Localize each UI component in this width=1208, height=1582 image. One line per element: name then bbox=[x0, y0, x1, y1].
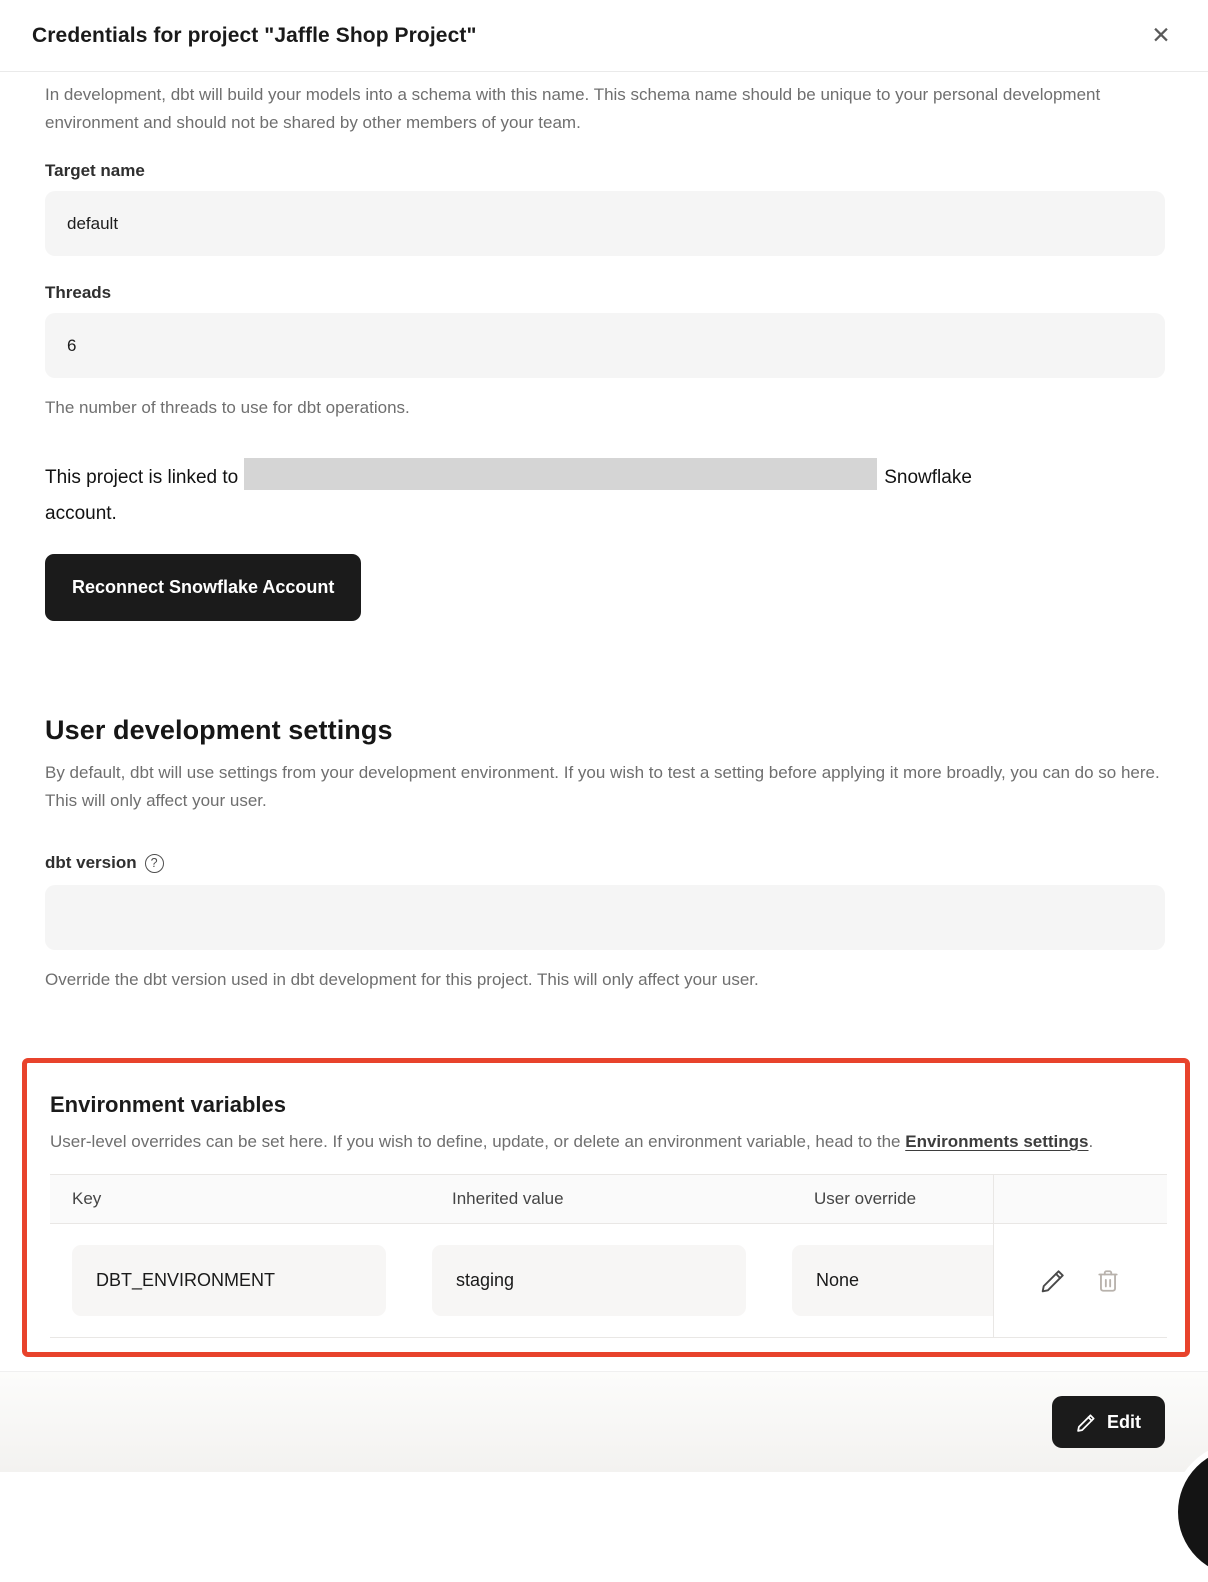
threads-value: 6 bbox=[67, 335, 77, 355]
close-icon: ✕ bbox=[1151, 22, 1171, 48]
environment-variables-annotation-box bbox=[22, 1058, 1190, 1357]
target-name-label: Target name bbox=[45, 161, 145, 180]
dbt-version-input[interactable] bbox=[45, 885, 1165, 950]
reconnect-snowflake-button[interactable] bbox=[45, 554, 361, 621]
environment-variables-table bbox=[50, 1174, 1167, 1338]
modal-body bbox=[0, 72, 1208, 1357]
close-button[interactable] bbox=[1144, 19, 1178, 53]
env-var-inherited-value-cell: staging bbox=[432, 1245, 746, 1316]
linked-text-after: Snowflake bbox=[884, 467, 972, 488]
column-header-inherited-value: Inherited value bbox=[452, 1189, 564, 1208]
table-header-row bbox=[50, 1174, 1167, 1224]
schema-description: In development, dbt will build your models into a schema with this name. This schema name should be unique to your personal development environment and should not be shared by other members of your team. bbox=[45, 85, 1101, 132]
column-header-key: Key bbox=[72, 1189, 102, 1208]
edit-pencil-icon bbox=[1076, 1412, 1097, 1433]
env-desc-before: User-level overrides can be set here. If you wish to define, update, or delete an environment variable, head to the bbox=[50, 1132, 906, 1151]
threads-help-text: The number of threads to use for dbt operations. bbox=[45, 398, 410, 417]
column-header-user-override: User override bbox=[814, 1189, 917, 1208]
edit-env-var-button[interactable] bbox=[1038, 1265, 1069, 1296]
modal-footer bbox=[0, 1372, 1208, 1472]
environment-variables-heading: Environment variables bbox=[50, 1092, 286, 1117]
env-desc-after: . bbox=[1088, 1132, 1094, 1151]
user-dev-settings-description: By default, dbt will use settings from your development environment. If you wish to test a setting before applying it more broadly, you can do so here. This will only affect your user. bbox=[45, 763, 1160, 810]
pencil-icon bbox=[1040, 1267, 1067, 1294]
delete-env-var-button[interactable] bbox=[1093, 1266, 1123, 1296]
modal-header bbox=[0, 0, 1208, 72]
help-icon[interactable]: ? bbox=[145, 854, 164, 873]
reconnect-snowflake-label: Reconnect Snowflake Account bbox=[72, 577, 335, 597]
linked-account-text bbox=[45, 458, 1165, 532]
redacted-account-name bbox=[244, 458, 877, 490]
linked-text-line2: account. bbox=[45, 503, 117, 524]
target-name-value: default bbox=[67, 213, 119, 233]
env-var-user-override-cell: None bbox=[792, 1245, 993, 1316]
environment-variables-description bbox=[50, 1127, 1167, 1156]
edit-button[interactable] bbox=[1052, 1396, 1165, 1448]
env-var-key-cell: DBT_ENVIRONMENT bbox=[72, 1245, 386, 1316]
target-name-input[interactable] bbox=[45, 191, 1165, 256]
column-header-actions bbox=[993, 1175, 1167, 1223]
edit-button-label: Edit bbox=[1107, 1411, 1141, 1432]
threads-label: Threads bbox=[45, 283, 112, 302]
trash-icon bbox=[1095, 1268, 1121, 1294]
dbt-version-label: dbt version bbox=[45, 853, 137, 872]
threads-input[interactable] bbox=[45, 313, 1165, 378]
table-row bbox=[50, 1224, 1167, 1338]
user-dev-settings-heading: User development settings bbox=[45, 715, 393, 745]
modal-title: Credentials for project "Jaffle Shop Project" bbox=[32, 23, 477, 47]
dbt-version-help-text: Override the dbt version used in dbt development for this project. This will only affect your user. bbox=[45, 970, 759, 989]
linked-text-before: This project is linked to bbox=[45, 467, 239, 488]
environments-settings-link[interactable]: Environments settings bbox=[905, 1132, 1089, 1151]
